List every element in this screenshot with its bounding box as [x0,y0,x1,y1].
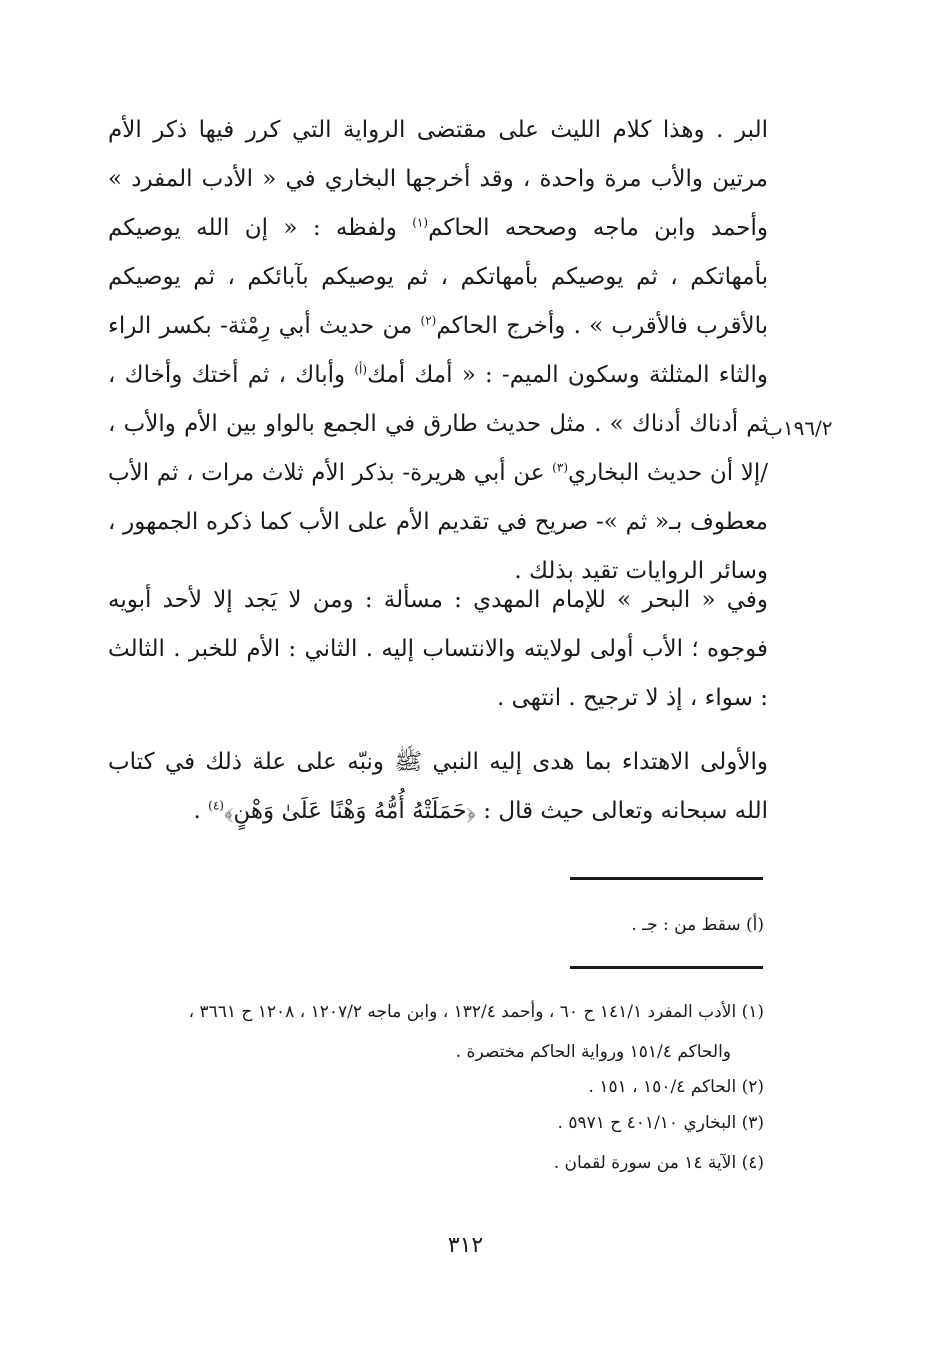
footnote-4: (٤) الآية ١٤ من سورة لقمان . [553,1153,764,1173]
footnote-ref-1: (١) [412,215,429,230]
footnote-divider-bottom [570,966,763,969]
paragraph-3 [108,738,768,836]
para1b-text: ولفظه : « إن الله يوصيكم بأمهاتكم ، ثم يوصيكم بأمهاتكم ، ثم يوصيكم بآبائكم ، ثم يوصيكم بالأقرب فالأقرب » . وأخرج الحاكم [108,215,768,339]
footnote-ref-2: (٢) [420,313,437,328]
footnote-ref-4: (٤) [208,798,224,813]
footnote-ref-3: (٣) [552,460,568,475]
footnote-1-line-1: (١) الأدب المفرد ١٤١/١ ح ٦٠ ، وأحمد ١٣٢/٤ ، وابن ماجه ١٢٠٧/٢ ، ١٢٠٨ ح ٣٦٦١ ، [188,1002,764,1022]
page-number: ٣١٢ [447,1233,484,1258]
para1d-text: وأباك ، ثم أختك وأخاك ، ثم أدناك أدناك » . مثل حديث طارق في الجمع بالواو بين الأم والأب ، /إلا أن حديث البخاري [108,362,768,486]
para1c-text: من حديث أبي رِمْثة- بكسر الراء والثاء المثلثة وسكون الميم- : « أمك أمك [108,313,768,388]
footnote-a: (أ) سقط من : جـ . [631,915,764,935]
footnote-divider-top [570,877,763,880]
manuscript-folio-note: ١٩٦/٢ب [764,416,833,440]
para3-end: . [193,798,209,824]
footnote-2: (٢) الحاكم ١٥٠/٤ ، ١٥١ . [588,1077,764,1097]
para1e-text: عن أبي هريرة- بذكر الأم ثلاث مرات ، ثم الأب معطوف بـ« ثم »- صريح في تقديم الأم على الأب كما ذكره الجمهور ، وسائر الروايات تقيد بذلك . [108,460,768,584]
para3-text: والأولى الاهتداء بما هدى إليه النبي ﷺ ونبّه على علة ذلك في كتاب الله سبحانه وتعالى حيث قال : ﴿حَمَلَتْهُ أُمُّهُ وَهْنًا عَلَىٰ وَهْنٍ﴾ [108,749,768,824]
para1-text: البر . وهذا كلام الليث على مقتضى الرواية التي كرر فيها ذكر الأم مرتين والأب مرة واحدة ، وقد أخرجها البخاري في « الأدب المفرد » وأحمد وابن ماجه وصححه الحاكم [108,117,768,241]
footnote-1-line-2: والحاكم ١٥١/٤ ورواية الحاكم مختصرة . [455,1042,731,1062]
footnote-3: (٣) البخاري ٤٠١/١٠ ح ٥٩٧١ . [557,1113,764,1133]
paragraph-1 [108,106,768,596]
footnote-ref-a: (أ) [354,362,368,377]
paragraph-2: وفي « البحر » للإمام المهدي : مسألة : ومن لا يَجد إلا لأحد أبويه فوجوه ؛ الأب أولى لولايته والانتساب إليه . الثاني : الأم للخبر . الثالث : سواء ، إذ لا ترجيح . انتهى . [108,587,768,711]
